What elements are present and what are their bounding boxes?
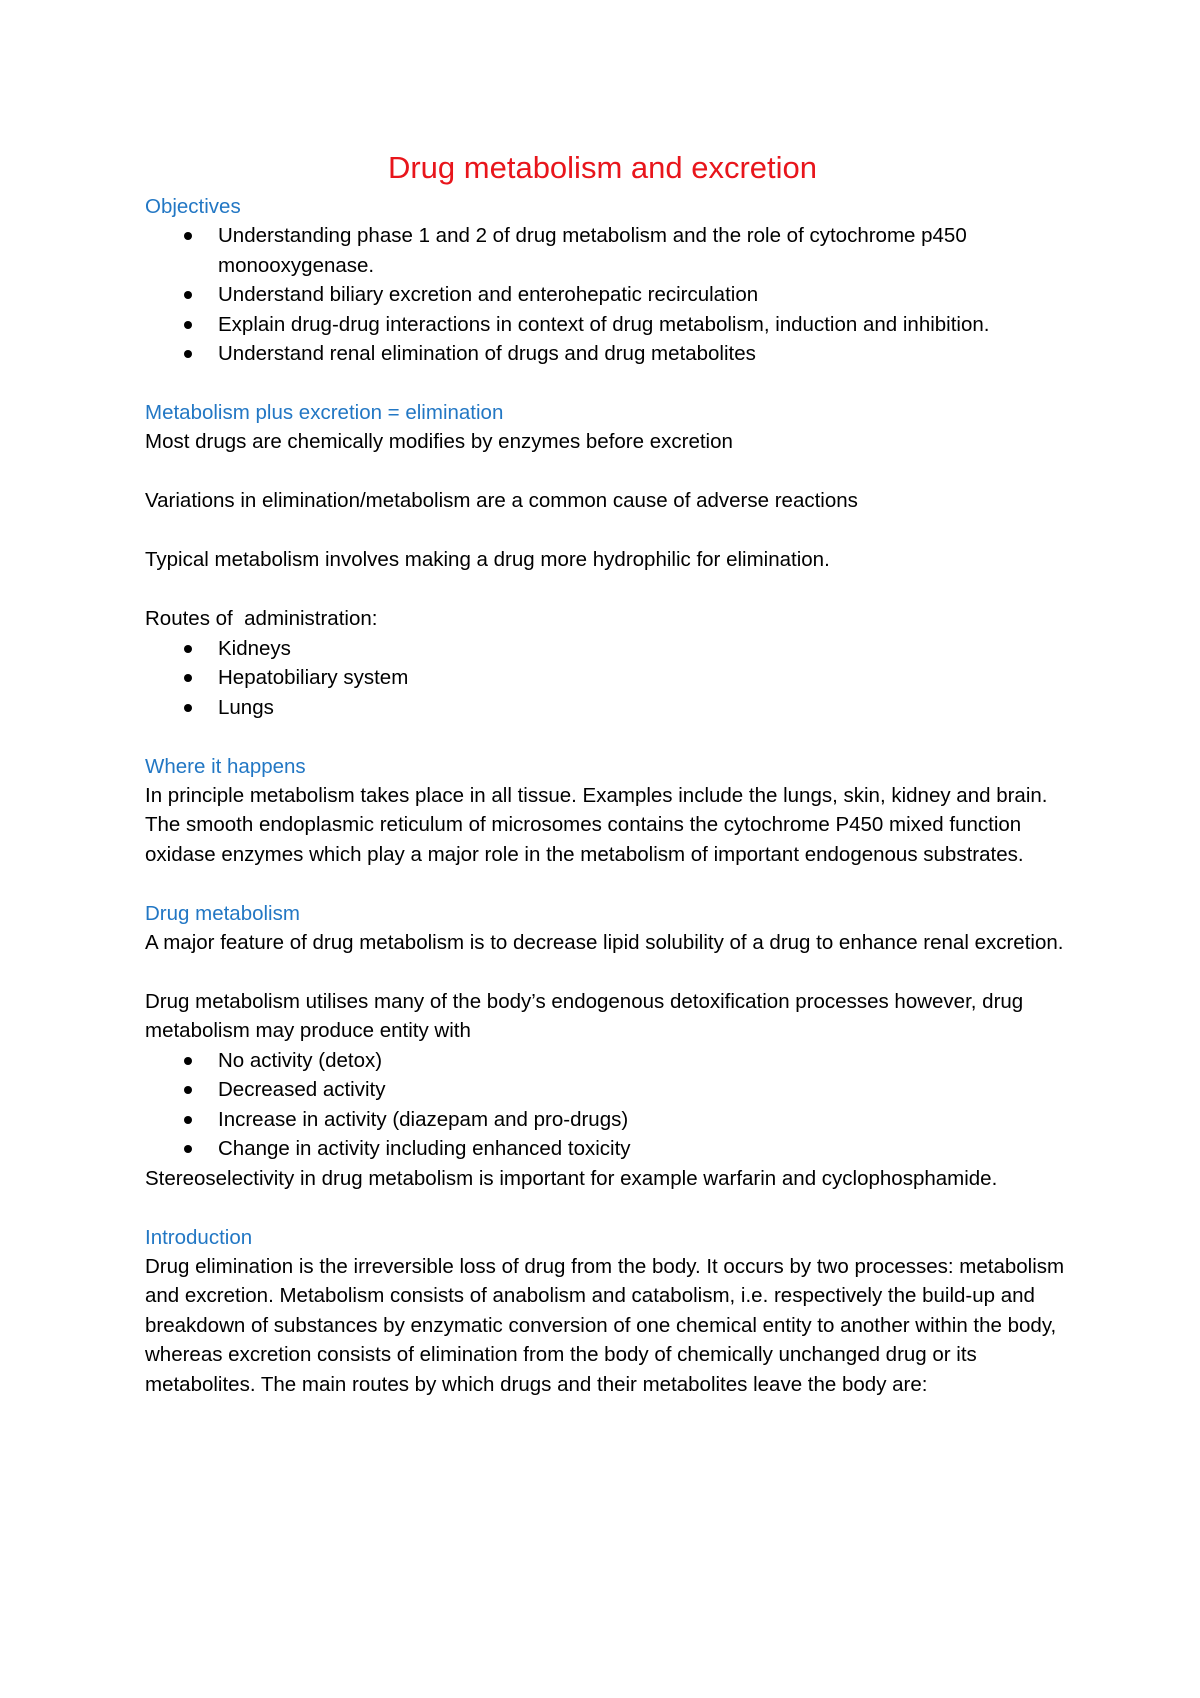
list-item <box>218 1075 1070 1105</box>
objectives-list <box>145 221 1070 369</box>
list-item <box>218 693 1070 723</box>
drug-metabolism-paragraph-2: Drug metabolism utilises many of the body’s endogenous detoxification processes however, drug metabolism may produce entity with <box>145 989 1024 1042</box>
list-item <box>218 310 1070 340</box>
list-item-text: Understand biliary excretion and enterohepatic recirculation <box>218 283 759 306</box>
list-item-text: Understand renal elimination of drugs and drug metabolites <box>218 342 756 365</box>
list-item-text: Change in activity including enhanced toxicity <box>218 1137 631 1160</box>
list-item <box>218 221 1070 280</box>
drug-metabolism-heading: Drug metabolism <box>145 901 300 925</box>
introduction-heading: Introduction <box>145 1225 253 1249</box>
list-item-text: Explain drug-drug interactions in context of drug metabolism, induction and inhibition. <box>218 312 990 336</box>
elimination-heading: Metabolism plus excretion = elimination <box>145 401 504 424</box>
list-item-text: Increase in activity (diazepam and pro-drugs) <box>218 1107 629 1131</box>
bullet-icon <box>184 704 192 712</box>
bullet-icon <box>184 645 192 653</box>
bullet-icon <box>184 350 192 358</box>
page-title: Drug metabolism and excretion <box>387 150 818 185</box>
bullet-icon <box>184 674 192 682</box>
where-paragraph: In principle metabolism takes place in all tissue. Examples include the lungs, skin, kidney and brain. The smooth endoplasmic reticulum of microsomes contains the cytochrome P450 mixed function oxidase enzymes which play a major role in the metabolism of important endogenous substrates. <box>145 783 1048 866</box>
bullet-icon <box>184 291 192 299</box>
elimination-paragraph-2: Variations in elimination/metabolism are a common cause of adverse reactions <box>145 489 858 512</box>
list-item <box>218 280 1070 310</box>
introduction-paragraph: Drug elimination is the irreversible loss of drug from the body. It occurs by two processes: metabolism and excretion. Metabolism consists of anabolism and catabolism, i.e. respectively the build-up and breakdown of substances by enzymatic conversion of one chemical entity to another within the body, whereas excretion consists of elimination from the body of chemically unchanged drug or its metabolites. The main routes by which drugs and their metabolites leave the body are: <box>145 1254 1065 1396</box>
list-item-text: Hepatobiliary system <box>218 666 409 689</box>
bullet-icon <box>184 1145 192 1153</box>
list-item <box>218 1134 1070 1164</box>
bullet-icon <box>184 321 192 329</box>
drug-metabolism-paragraph-1: A major feature of drug metabolism is to decrease lipid solubility of a drug to enhance renal excretion. <box>145 930 1064 954</box>
bullet-icon <box>184 1086 192 1094</box>
elimination-paragraph-1: Most drugs are chemically modifies by enzymes before excretion <box>145 430 733 453</box>
elimination-paragraph-3: Typical metabolism involves making a drug more hydrophilic for elimination. <box>145 548 830 571</box>
bullet-icon <box>184 1057 192 1065</box>
routes-label: Routes of administration: <box>145 607 378 630</box>
routes-list <box>145 634 1070 723</box>
drug-metabolism-paragraph-3: Stereoselectivity in drug metabolism is important for example warfarin and cyclophosphamide. <box>145 1166 998 1190</box>
where-heading: Where it happens <box>145 754 306 778</box>
list-item <box>218 339 1070 369</box>
list-item-text: Understanding phase 1 and 2 of drug metabolism and the role of cytochrome p450 monooxygenase. <box>218 224 967 277</box>
list-item-text: No activity (detox) <box>218 1048 383 1072</box>
bullet-icon <box>184 1116 192 1124</box>
list-item <box>218 1046 1070 1076</box>
objectives-heading: Objectives <box>145 195 241 218</box>
list-item <box>218 663 1070 693</box>
list-item-text: Decreased activity <box>218 1078 386 1101</box>
bullet-icon <box>184 232 192 240</box>
activity-list <box>145 1046 1070 1164</box>
list-item-text: Lungs <box>218 695 274 719</box>
list-item-text: Kidneys <box>218 636 291 660</box>
list-item <box>218 1105 1070 1135</box>
list-item <box>218 634 1070 664</box>
